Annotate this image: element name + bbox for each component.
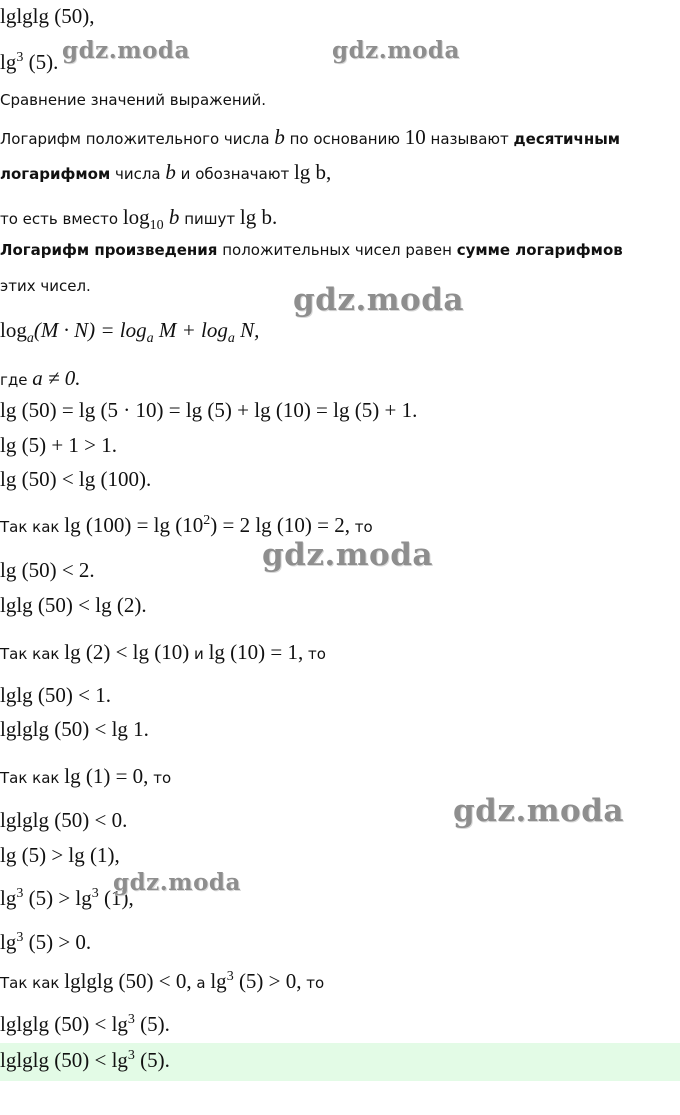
definition-line-1: [0, 125, 620, 150]
step-4: [0, 513, 373, 538]
condition-line: [0, 366, 81, 391]
math: lglglg (50) < 0,: [64, 969, 192, 993]
math-sup: 2: [203, 513, 211, 528]
math: b: [163, 205, 180, 229]
final-answer: [0, 1048, 170, 1073]
definition-line-3: [0, 205, 277, 234]
step-10: [0, 764, 171, 789]
product-formula: [0, 318, 259, 347]
step-6: lglg (50) < lg (2).: [0, 593, 147, 617]
bold-term: Логарифм произведения: [0, 241, 218, 259]
text: пишут: [179, 210, 240, 228]
text: Так как: [0, 974, 65, 992]
math-b: b: [274, 125, 285, 149]
text: положительных чисел равен: [217, 241, 457, 259]
bold-term: сумме логарифмов: [456, 241, 623, 259]
text: по основанию: [284, 130, 405, 148]
math: (5) > 0,: [233, 969, 302, 993]
math: (M · N) = log: [33, 318, 147, 342]
math: (1),: [98, 886, 134, 910]
math: lg: [0, 930, 17, 954]
math: lg: [0, 886, 17, 910]
section-heading: Сравнение значений выражений.: [0, 91, 266, 109]
definition-line-2: [0, 160, 331, 185]
math: lg (10) = 1,: [208, 640, 304, 664]
step-14: [0, 930, 91, 955]
watermark: gdz.moda: [293, 282, 464, 318]
math-sup: 3: [226, 969, 234, 984]
math: log: [0, 318, 27, 342]
math-lgb: lg b,: [293, 160, 332, 184]
math-sup: 3: [91, 886, 99, 901]
text: то: [148, 769, 172, 787]
math-sup: 3: [16, 886, 24, 901]
watermark: gdz.moda: [62, 37, 190, 64]
step-12: lg (5) > lg (1),: [0, 843, 120, 867]
watermark: gdz.moda: [113, 869, 241, 896]
expression-2: $\lg^3 (5)$.: [0, 50, 59, 74]
watermark: gdz.moda: [332, 37, 460, 64]
watermark: gdz.moda: [262, 537, 433, 573]
math-10: 10: [404, 125, 426, 149]
math: lg (2) < lg (10): [64, 640, 190, 664]
rule-line-2: этих чисел.: [0, 277, 91, 295]
math: M + log: [153, 318, 228, 342]
math: lg (100) = lg (10: [64, 513, 204, 537]
math: lglglg (50) < lg: [0, 1012, 128, 1036]
math: [210, 969, 301, 993]
step-1: lg (50) = lg (5 · 10) = lg (5) + lg (10) = lg (5) + 1.: [0, 398, 418, 422]
math-b: b: [165, 160, 176, 184]
step-5: lg (50) < 2.: [0, 558, 95, 582]
math-log10b: [122, 205, 180, 234]
step-2: lg (5) + 1 > 1.: [0, 433, 118, 457]
step-3: lg (50) < lg (100).: [0, 467, 152, 491]
math-sup: 3: [16, 930, 24, 945]
step-16: [0, 1012, 170, 1037]
math-sub: 10: [149, 218, 164, 234]
text: Так как: [0, 769, 65, 787]
math: (5) > lg: [23, 886, 92, 910]
math: a ≠ 0.: [32, 366, 81, 390]
text: где: [0, 371, 33, 389]
bold-term: логарифмом: [0, 165, 111, 183]
math-lgb: lg b.: [239, 205, 278, 229]
math-sub: a: [227, 331, 235, 347]
step-7: [0, 640, 326, 665]
math: (5).: [134, 1012, 170, 1036]
text: то: [303, 645, 326, 663]
text: называют: [425, 130, 514, 148]
step-15: [0, 969, 324, 994]
math: log: [122, 205, 150, 229]
text: то: [301, 974, 325, 992]
text: то есть вместо: [0, 210, 123, 228]
text: и: [189, 645, 209, 663]
math: [64, 513, 350, 537]
text: числа: [110, 165, 166, 183]
math: (5).: [134, 1048, 170, 1072]
math: N,: [234, 318, 260, 342]
math: (5) > 0.: [23, 930, 92, 954]
math-sub: a: [26, 331, 34, 347]
watermark: gdz.moda: [453, 793, 624, 829]
math: lg (1) = 0,: [64, 764, 149, 788]
text: а: [191, 974, 211, 992]
math: lglglg (50) < lg: [0, 1048, 128, 1072]
math: ) = 2 lg (10) = 2,: [210, 513, 351, 537]
expression-1: lglglg (50),: [0, 4, 95, 28]
math-sup: 3: [127, 1048, 135, 1063]
math-sup: 3: [127, 1012, 135, 1027]
text: и обозначают: [175, 165, 294, 183]
step-8: lglg (50) < 1.: [0, 683, 111, 707]
math: lg: [210, 969, 227, 993]
text: Логарифм положительного числа: [0, 130, 275, 148]
text: Так как: [0, 518, 65, 536]
step-9: lglglg (50) < lg 1.: [0, 717, 149, 741]
bold-term: десятичным: [513, 130, 621, 148]
text: то: [350, 518, 373, 536]
math-sub: a: [146, 331, 154, 347]
rule-line-1: [0, 241, 623, 259]
text: Так как: [0, 645, 65, 663]
step-11: lglglg (50) < 0.: [0, 808, 128, 832]
